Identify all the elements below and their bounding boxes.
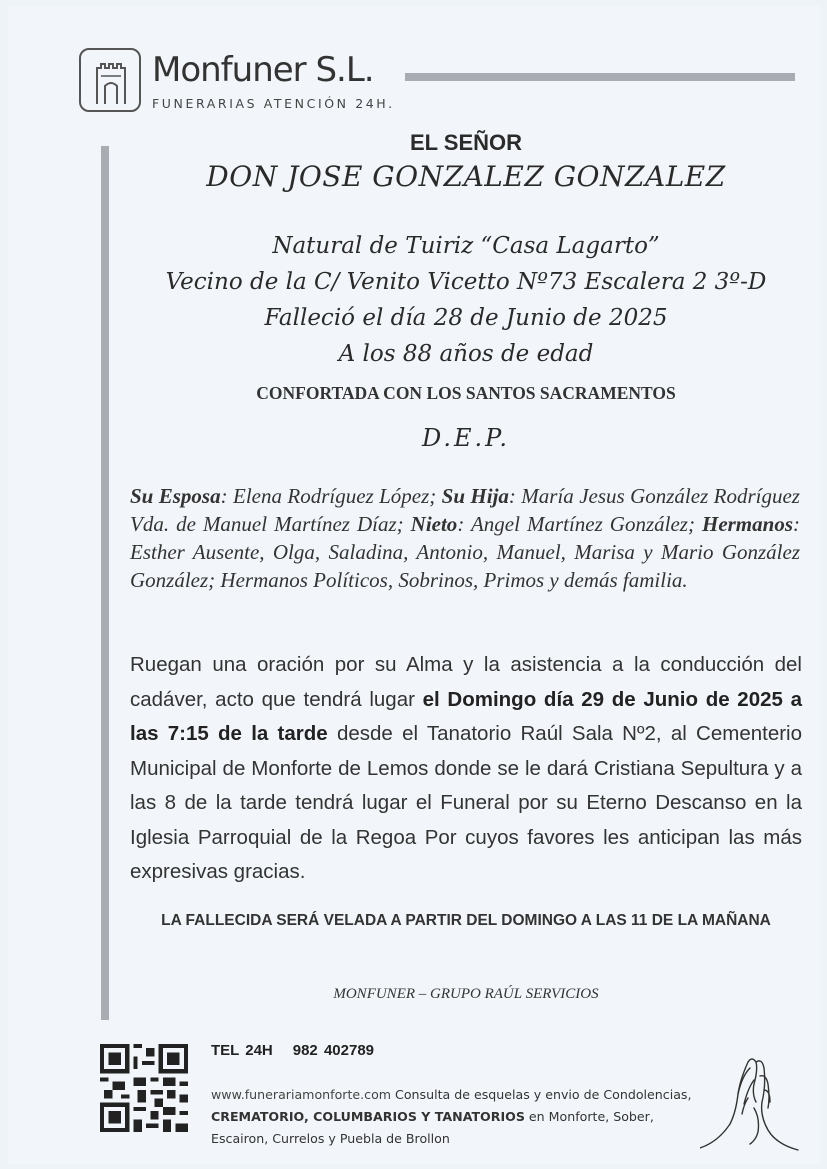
sacraments-line: CONFORTADA CON LOS SANTOS SACRAMENTOS xyxy=(256,383,676,403)
phone-label: TEL 24H xyxy=(211,1042,273,1059)
notice-title: EL SEÑOR xyxy=(409,130,523,155)
header-divider xyxy=(405,73,795,81)
footer-paragraph xyxy=(211,1084,711,1150)
brand-name: Monfuner S.L. xyxy=(152,50,374,90)
phone-number: 982 402789 xyxy=(292,1042,374,1059)
info-line: Natural de Tuiriz “Casa Lagarto” xyxy=(272,233,660,259)
phone-line xyxy=(211,1042,374,1059)
footer-services: CREMATORIO, COLUMBARIOS Y TANATORIOS xyxy=(211,1109,525,1124)
brand-subtitle: FUNERARIAS ATENCIÓN 24H. xyxy=(152,96,395,111)
praying-hands-icon xyxy=(700,1046,800,1157)
hermanos-label: Hermanos xyxy=(701,512,793,536)
qr-code-icon xyxy=(100,1044,188,1137)
ceremony-date: el Domingo día 29 de Junio de 2025 a las 7:15 de la tarde xyxy=(130,687,803,745)
hermanos-text: : Esther Ausente, Olga, Saladina, Antonio, Manuel, Marisa y Mario González González; Hermanos Políticos, Sobrinos, Primos y demás familia. xyxy=(130,512,800,592)
ceremony-paragraph xyxy=(130,648,802,890)
info-line: A los 88 años de edad xyxy=(338,341,594,367)
dep-line: D.E.P. xyxy=(421,424,511,452)
esposa-text: : Elena Rodríguez López; xyxy=(220,484,442,508)
esposa-label: Su Esposa xyxy=(130,484,221,508)
ceremony-text-1: Ruegan una oración por su Alma y la asistencia a la conducción del cadáver, acto que tendrá lugar xyxy=(130,653,802,711)
footer-text-2: en Monforte, Sober, Escairon, Currelos y Puebla de Brollon xyxy=(211,1109,654,1146)
website-link[interactable]: www.funerariamonforte.com xyxy=(211,1087,392,1102)
wake-notice: LA FALLECIDA SERÁ VELADA A PARTIR DEL DOMINGO A LAS 11 DE LA MAÑANA xyxy=(161,912,771,929)
nieto-label: Nieto xyxy=(410,512,458,536)
tower-logo-icon xyxy=(79,48,141,112)
info-line: Falleció el día 28 de Junio de 2025 xyxy=(264,305,668,331)
side-divider xyxy=(101,146,109,1020)
family-paragraph xyxy=(130,482,800,594)
hija-text: : María Jesus González Rodríguez Vda. de Manuel Martínez Díaz; xyxy=(130,484,800,536)
footer-text-1: Consulta de esquelas y envio de Condolencias, xyxy=(391,1087,692,1102)
deceased-info xyxy=(110,228,822,372)
group-signature: MONFUNER – GRUPO RAÚL SERVICIOS xyxy=(333,986,599,1002)
hija-label: Su Hija xyxy=(441,484,509,508)
info-line: Vecino de la C/ Venito Vicetto Nº73 Escalera 2 3º-D xyxy=(165,269,767,295)
deceased-name: DON JOSE GONZALEZ GONZALEZ xyxy=(206,160,726,193)
nieto-text: : Angel Martínez González; xyxy=(457,512,702,536)
ceremony-text-2: desde el Tanatorio Raúl Sala Nº2, al Cementerio Municipal de Monforte de Lemos donde se le dará Cristiana Sepultura y a las 8 de la tarde tendrá lugar el Funeral por su Eterno Descanso en la Iglesia Parroquial de la Regoa Por cuyos favores les anticipan las más expresivas gracias. xyxy=(130,722,802,883)
